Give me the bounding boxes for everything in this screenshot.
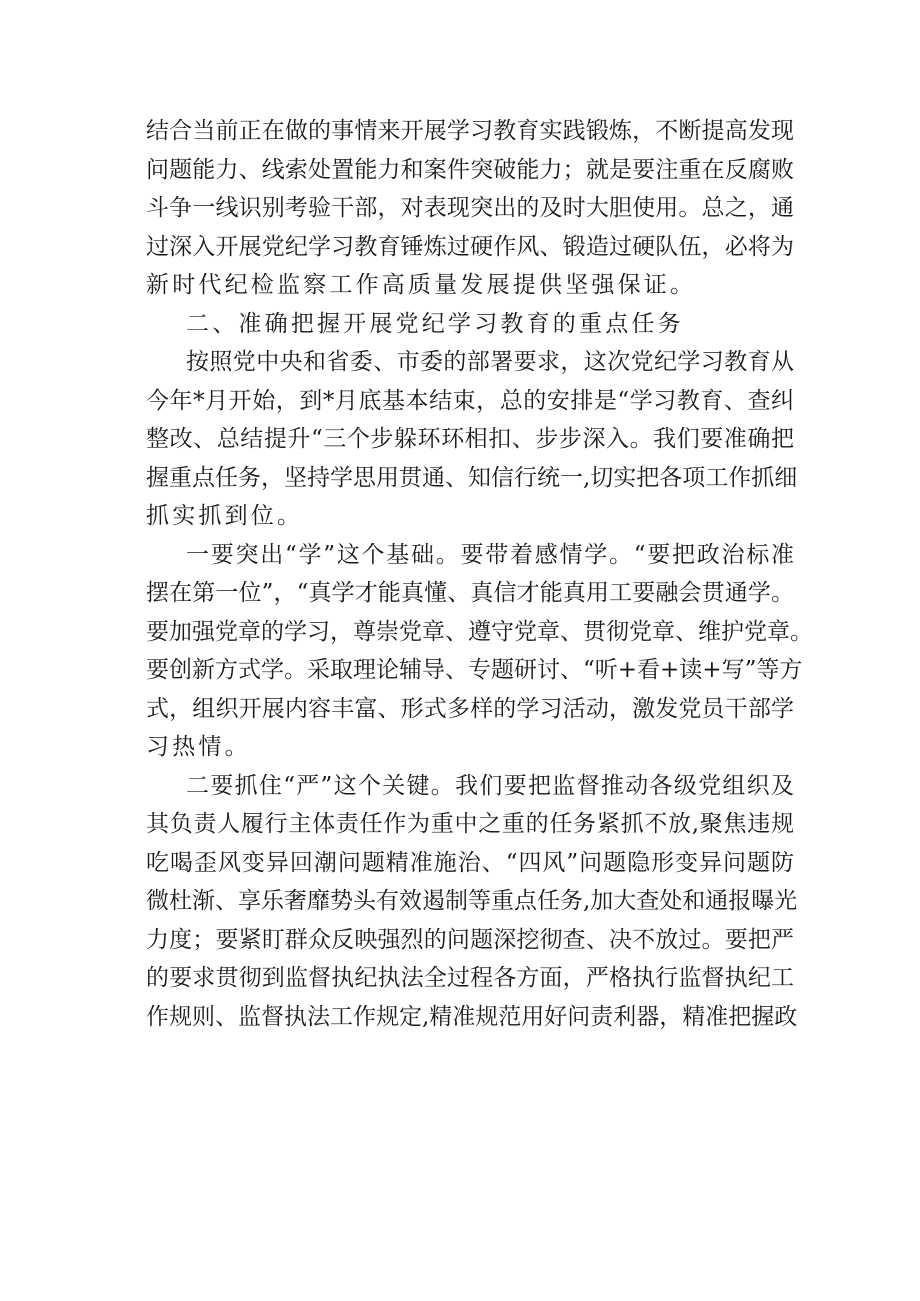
text-line: 作规则、监督执法工作规定,精准规范用好问责利器，精准把握政 — [146, 1003, 798, 1030]
text-line: 的要求贯彻到监督执纪执法全过程各方面，严格执行监督执纪工 — [146, 965, 794, 991]
text-line: 摆在第一位”，“真学才能真懂、真信才能真用工要融会贯通学。 — [146, 580, 794, 606]
text-line: 要加强党章的学习，尊崇党章、遵守党章、贯彻党章、维护党章。 — [146, 618, 813, 645]
text-line: 结合当前正在做的事情来开展学习教育实践锻炼，不断提高发现 — [146, 118, 794, 144]
text-line: 斗争一线识别考验干部，对表现突出的及时大胆使用。总之，通 — [146, 195, 794, 221]
text-line: 一要突出“学”这个基础。要带着感情学。“要把政治标准 — [186, 541, 794, 568]
text-line: 抓实抓到位。 — [146, 503, 304, 529]
text-line: 握重点任务，坚持学思用贯通、知信行统一,切实把各项工作抓细 — [146, 464, 798, 491]
text-line: 整改、总结提升“三个步躲环环相扣、步步深入。我们要准确把 — [146, 426, 794, 452]
text-line: 吃喝歪风变异回潮问题精准施治、“四风”问题隐形变异问题防 — [146, 849, 794, 876]
text-line: 习热情。 — [146, 734, 251, 760]
text-line: 二要抓住“严”这个关键。我们要把监督推动各级党组织及 — [186, 772, 794, 799]
text-line: 微杜渐、享乐奢靡势头有效遏制等重点任务,加大查处和通报曝光 — [146, 888, 798, 914]
text-line: 今年*月开始，到*月底基本结束，总的安排是“学习教育、查纠 — [146, 387, 794, 414]
document-body — [146, 112, 813, 1036]
text-line: 按照党中央和省委、市委的部署要求，这次党纪学习教育从 — [186, 349, 794, 375]
text-line: 新时代纪检监察工作高质量发展提供坚强保证。 — [146, 272, 697, 298]
text-line: 问题能力、线索处置能力和案件突破能力；就是要注重在反腐败 — [146, 156, 794, 183]
text-line: 其负责人履行主体责任作为重中之重的任务紧抓不放,聚焦违规 — [146, 811, 794, 837]
text-line: 式，组织开展内容丰富、形式多样的学习活动，激发党员干部学 — [146, 695, 794, 722]
text-line: 要创新方式学。采取理论辅导、专题研讨、“听+看+读+写”等方 — [146, 657, 803, 683]
text-line: 力度；要紧盯群众反映强烈的问题深挖彻查、决不放过。要把严 — [146, 926, 794, 953]
text-line: 过深入开展党纪学习教育锤炼过硬作风、锻造过硬队伍，必将为 — [146, 233, 794, 260]
section-heading: 二、准确把握开展党纪学习教育的重点任务 — [186, 310, 684, 337]
